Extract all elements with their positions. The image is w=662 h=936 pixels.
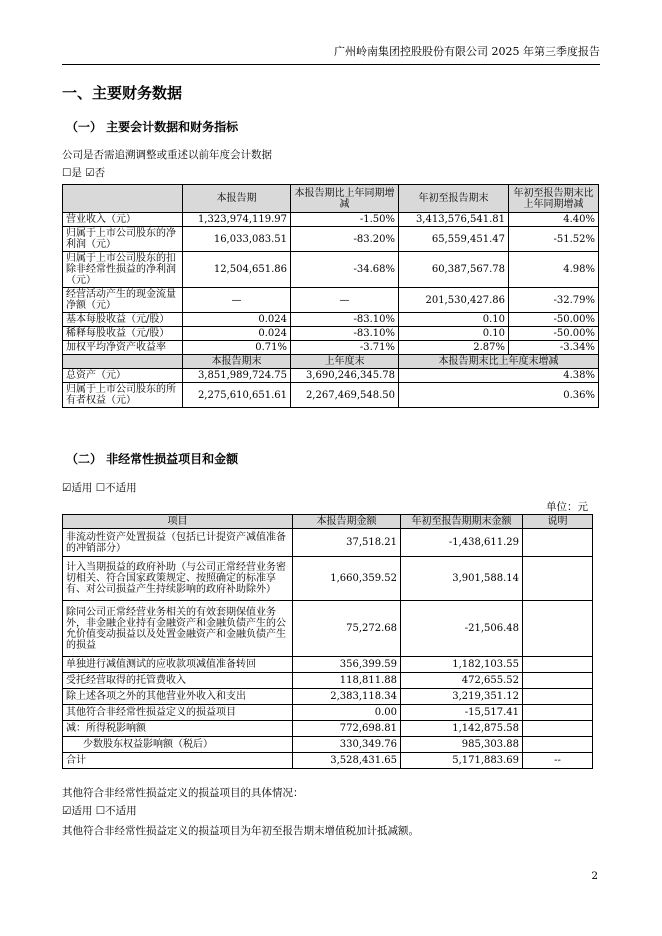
cell: 65,559,451.47: [399, 227, 509, 252]
table-row: [63, 705, 593, 721]
cell: 0.36%: [399, 383, 599, 408]
table1-header2: 本报告期末比上年度末增减: [399, 355, 599, 369]
table-row: [63, 753, 593, 769]
cell: 356,399.59: [293, 657, 401, 673]
cell: 201,530,427.86: [399, 288, 509, 313]
row-label: 经营活动产生的现金流量净额（元）: [63, 288, 183, 313]
table-row: [63, 673, 593, 689]
financial-data-table: [62, 184, 599, 408]
row-label: 总资产（元）: [63, 369, 183, 383]
cell: 0.71%: [183, 341, 291, 355]
applicable-options: ☑适用 ☐不适用: [62, 482, 137, 494]
table-row: [63, 252, 599, 288]
table-row: [63, 313, 599, 327]
row-label: 归属于上市公司股东的所有者权益（元）: [63, 383, 183, 408]
table2-header: 年初至报告期期末金额: [401, 515, 523, 529]
non-recurring-table: [62, 514, 593, 769]
cell: -1,438,611.29: [401, 529, 523, 557]
cell: 3,901,588.14: [401, 557, 523, 601]
unit-label: 单位：元: [546, 501, 588, 513]
cell: -32.79%: [509, 288, 599, 313]
row-label: 归属于上市公司股东的扣除非经常性损益的净利润（元）: [63, 252, 183, 288]
row-label: 少数股东权益影响额（税后）: [63, 737, 293, 753]
cell: -15,517.41: [401, 705, 523, 721]
header-text: 广州岭南集团控股股份有限公司 2025 年第三季度报告: [334, 45, 600, 58]
cell: -21,506.48: [401, 601, 523, 657]
cell: 772,698.81: [293, 721, 401, 737]
cell: 3,851,989,724.75: [183, 369, 291, 383]
cell: 2,275,610,651.61: [183, 383, 291, 408]
row-label: 除上述各项之外的其他营业外收入和支出: [63, 689, 293, 705]
cell: —: [183, 288, 291, 313]
table-row: [63, 213, 599, 227]
cell: [523, 557, 593, 601]
restatement-question: 公司是否需追溯调整或重述以前年度会计数据: [62, 149, 272, 161]
section-title: 一、主要财务数据: [62, 84, 183, 102]
cell: 0.00: [293, 705, 401, 721]
table-row: [63, 689, 593, 705]
page-header: [62, 44, 600, 65]
table-row: [63, 288, 599, 313]
row-label: 除同公司正常经营业务相关的有效套期保值业务外，非金融企业持有金融资产和金融负债产生的公允价值变动损益以及处置金融资产和金融负债产生的损益: [63, 601, 293, 657]
cell: 3,690,246,345.78: [291, 369, 399, 383]
cell: 1,142,875.58: [401, 721, 523, 737]
table1-header: [63, 185, 183, 213]
page-number: 2: [591, 870, 598, 882]
table-row: [63, 721, 593, 737]
table1-header: 本报告期比上年同期增减: [291, 185, 399, 213]
row-label: 基本每股收益（元/股）: [63, 313, 183, 327]
cell: 75,272.68: [293, 601, 401, 657]
cell: -83.10%: [291, 313, 399, 327]
cell: 2,383,118.34: [293, 689, 401, 705]
cell: 4.98%: [509, 252, 599, 288]
cell: 3,413,576,541.81: [399, 213, 509, 227]
cell: 985,303.88: [401, 737, 523, 753]
row-label: 归属于上市公司股东的净利润（元）: [63, 227, 183, 252]
cell: 16,033,083.51: [183, 227, 291, 252]
table1-header: 年初至报告期末比上年同期增减: [509, 185, 599, 213]
cell: 118,811.88: [293, 673, 401, 689]
cell: -51.52%: [509, 227, 599, 252]
cell: -83.10%: [291, 327, 399, 341]
table-row: [63, 383, 599, 408]
table2-header: 项目: [63, 515, 293, 529]
table-row: [63, 601, 593, 657]
cell: [523, 673, 593, 689]
table-row: [63, 327, 599, 341]
cell: [523, 721, 593, 737]
cell: 0.024: [183, 313, 291, 327]
cell: 3,528,431.65: [293, 753, 401, 769]
table-row: [63, 369, 599, 383]
cell: -83.20%: [291, 227, 399, 252]
row-label: 合计: [63, 753, 293, 769]
table-row: [63, 557, 593, 601]
cell: 5,171,883.69: [401, 753, 523, 769]
cell: 1,182,103.55: [401, 657, 523, 673]
cell: [523, 689, 593, 705]
cell: 12,504,651.86: [183, 252, 291, 288]
table2-header: 说明: [523, 515, 593, 529]
restatement-options: ☐是 ☑否: [62, 167, 106, 179]
other-items-note: 其他符合非经常性损益定义的损益项目的具体情况：: [62, 787, 304, 799]
cell: 2.87%: [399, 341, 509, 355]
row-label: 单独进行减值测试的应收款项减值准备转回: [63, 657, 293, 673]
cell: -34.68%: [291, 252, 399, 288]
row-label: 受托经营取得的托管费收入: [63, 673, 293, 689]
cell: 0.10: [399, 327, 509, 341]
row-label: 营业收入（元）: [63, 213, 183, 227]
cell: [523, 705, 593, 721]
row-label: 加权平均净资产收益率: [63, 341, 183, 355]
subsection-title-1: （一） 主要会计数据和财务指标: [66, 120, 239, 134]
cell: 2,267,469,548.50: [291, 383, 399, 408]
other-items-options: ☑适用 ☐不适用: [62, 805, 137, 817]
cell: 0.10: [399, 313, 509, 327]
row-label: 稀释每股收益（元/股）: [63, 327, 183, 341]
table-row: [63, 341, 599, 355]
other-items-detail: 其他符合非经常性损益定义的损益项目为年初至报告期末增值税加计抵减额。: [62, 825, 419, 837]
table-row: [63, 657, 593, 673]
cell: 472,655.52: [401, 673, 523, 689]
table-row: [63, 737, 593, 753]
cell: -3.71%: [291, 341, 399, 355]
cell: [523, 601, 593, 657]
table1-header: 本报告期: [183, 185, 291, 213]
table-row: [63, 529, 593, 557]
cell: -1.50%: [291, 213, 399, 227]
cell: 0.024: [183, 327, 291, 341]
subsection-title-2: （二） 非经常性损益项目和金额: [66, 452, 239, 466]
table1-header2: 本报告期末: [183, 355, 291, 369]
table-row: [63, 227, 599, 252]
row-label: 计入当期损益的政府补助（与公司正常经营业务密切相关、符合国家政策规定、按照确定的标准享有、对公司损益产生持续影响的政府补助除外）: [63, 557, 293, 601]
cell: -50.00%: [509, 327, 599, 341]
cell: -50.00%: [509, 313, 599, 327]
cell: 1,323,974,119.97: [183, 213, 291, 227]
row-label: 非流动性资产处置损益（包括已计提资产减值准备的冲销部分）: [63, 529, 293, 557]
cell: 4.38%: [399, 369, 599, 383]
cell: —: [291, 288, 399, 313]
table1-header2: [63, 355, 183, 369]
cell: 60,387,567.78: [399, 252, 509, 288]
table1-header2: 上年度末: [291, 355, 399, 369]
row-label: 其他符合非经常性损益定义的损益项目: [63, 705, 293, 721]
table1-header: 年初至报告期末: [399, 185, 509, 213]
row-label: 减：所得税影响额: [63, 721, 293, 737]
cell: [523, 737, 593, 753]
cell: 330,349.76: [293, 737, 401, 753]
table2-header: 本报告期金额: [293, 515, 401, 529]
cell: 3,219,351.12: [401, 689, 523, 705]
cell: [523, 529, 593, 557]
cell: -3.34%: [509, 341, 599, 355]
cell: 1,660,359.52: [293, 557, 401, 601]
cell: [523, 657, 593, 673]
cell: 37,518.21: [293, 529, 401, 557]
cell: --: [523, 753, 593, 769]
cell: 4.40%: [509, 213, 599, 227]
